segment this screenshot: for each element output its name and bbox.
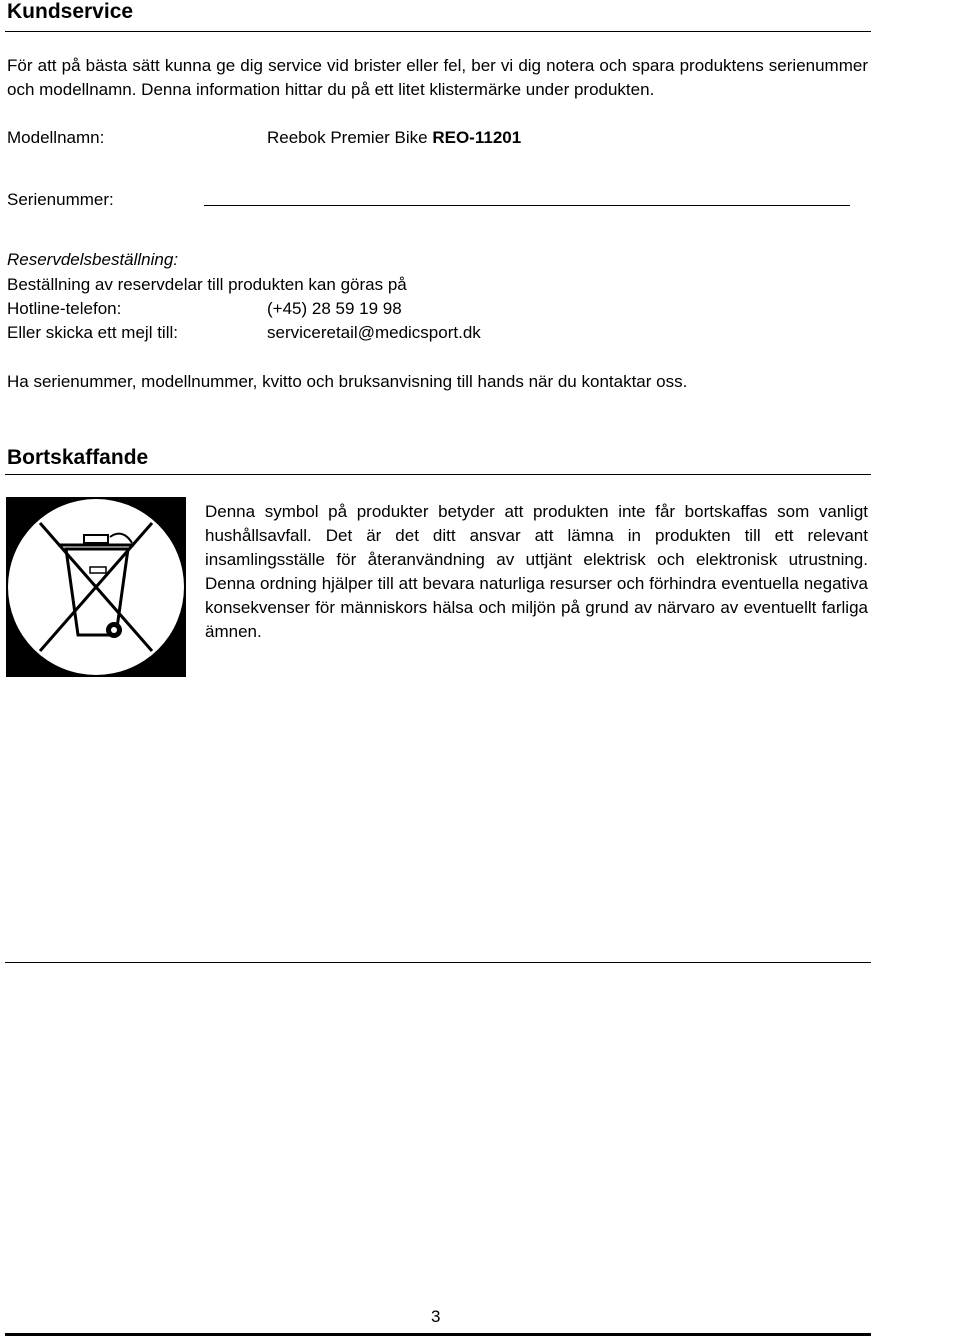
model-value <box>267 126 521 150</box>
disposal-paragraph: Denna symbol på produkter betyder att produkten inte får bortskaffas som vanligt hushållsavfall. Det är det ditt ansvar att lämna in produkten till ett relevant insamlingsställe för återanvändning av uttjänt elektrisk och elektronisk utrustning. Denna ordning hjälper till att bevara naturliga resurser och förhindra eventuella negativa konsekvenser för människors hälsa och miljön på grund av närvaro av eventuellt farliga ämnen. <box>205 502 868 641</box>
bottom-rule <box>5 1333 871 1336</box>
section-heading-customer-service: Kundservice <box>7 0 134 23</box>
serial-label: Serienummer: <box>7 190 114 209</box>
hotline-label: Hotline-telefon: <box>7 299 122 318</box>
intro-paragraph: För att på bästa sätt kunna ge dig service vid brister eller fel, ber vi dig notera och spara produktens serienummer och modellnamn. Denna information hittar du på ett litet klistermärke under produkten. <box>7 56 868 99</box>
hotline-value: (+45) 28 59 19 98 <box>267 299 402 318</box>
crossed-out-wheelie-bin-icon <box>6 497 186 677</box>
email-value: serviceretail@medicsport.dk <box>267 323 481 342</box>
page-number: 3 <box>431 1307 441 1326</box>
heading-rule <box>5 474 871 475</box>
parts-order-intro: Beställning av reservdelar till produkten kan göras på <box>7 275 407 294</box>
model-name: Reebok Premier Bike <box>267 128 433 147</box>
heading-rule <box>5 31 871 32</box>
model-code: REO-11201 <box>432 128 522 147</box>
model-label: Modellnamn: <box>7 128 105 147</box>
contact-reminder: Ha serienummer, modellnummer, kvitto och bruksanvisning till hands när du kontaktar oss. <box>7 372 688 391</box>
serial-number-blank-line <box>204 205 850 206</box>
parts-order-title: Reservdelsbeställning: <box>7 250 179 269</box>
section-heading-disposal: Bortskaffande <box>7 446 149 469</box>
footer-rule <box>5 962 871 963</box>
email-label: Eller skicka ett mejl till: <box>7 323 178 342</box>
